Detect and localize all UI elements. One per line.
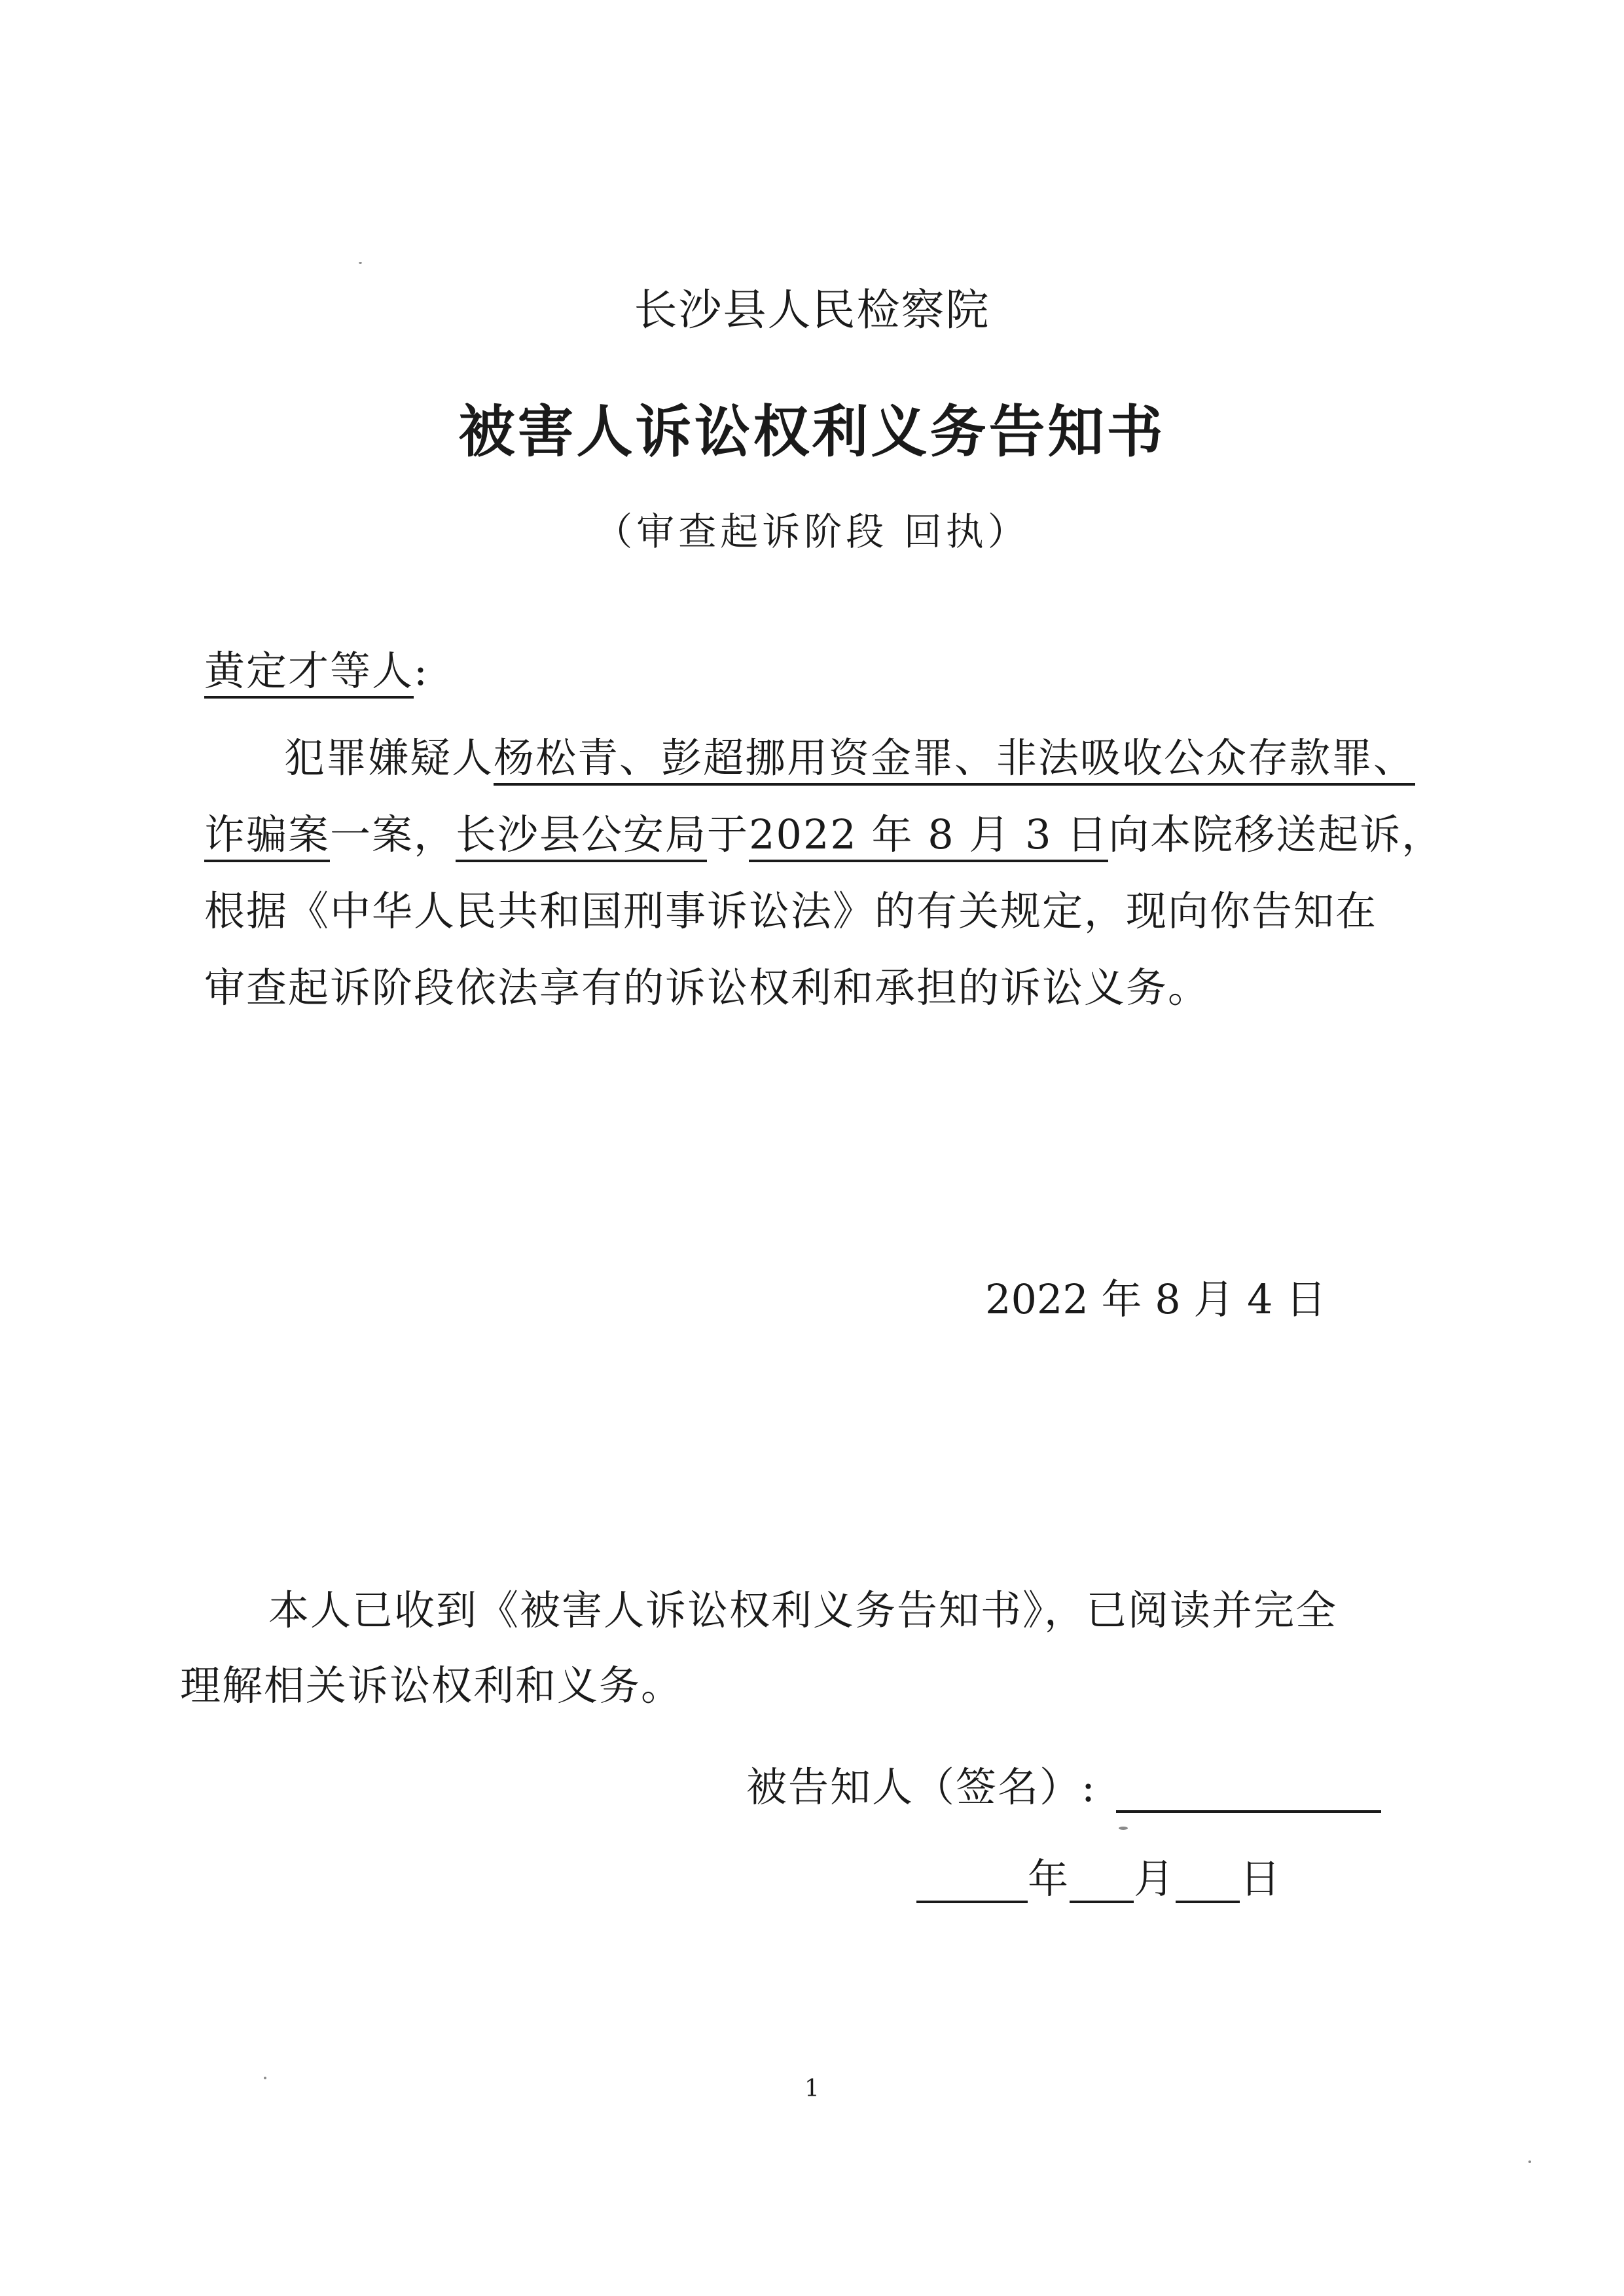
year-label: 年 bbox=[1028, 1855, 1070, 1903]
scan-speck bbox=[1528, 2160, 1531, 2163]
document-title: 被害人诉讼权利义务告知书 bbox=[458, 399, 1166, 465]
case-connector: 一案， bbox=[330, 811, 456, 858]
month-blank[interactable] bbox=[1070, 1901, 1134, 1903]
transferring-agency: 长沙县公安局 bbox=[456, 811, 707, 862]
document-subtitle: （审查起诉阶段 回执） bbox=[594, 509, 1030, 554]
addressee-colon: : bbox=[414, 647, 429, 695]
agency-connector: 于 bbox=[707, 811, 749, 858]
scan-speck bbox=[264, 2077, 266, 2079]
notice-paragraph-line-1 bbox=[284, 725, 1415, 784]
notice-paragraph-line-3: 根据《中华人民共和国刑事诉讼法》的有关规定，现向你告知在 bbox=[204, 887, 1378, 935]
suspects-and-charges: 杨松青、彭超挪用资金罪、非法吸收公众存款罪、 bbox=[494, 734, 1415, 786]
receipt-paragraph-line-2: 理解相关诉讼权利和义务。 bbox=[180, 1662, 683, 1709]
signature-label: 被告知人（签名）: bbox=[746, 1763, 1096, 1811]
transfer-suffix: 向本院移送起诉， bbox=[1108, 811, 1444, 858]
notice-paragraph-line-4: 审查起诉阶段依法享有的诉讼权利和承担的诉讼义务。 bbox=[204, 964, 1210, 1011]
day-blank[interactable] bbox=[1176, 1901, 1240, 1903]
notice-paragraph-line-2 bbox=[204, 802, 1443, 860]
case-type: 诈骗案 bbox=[204, 811, 330, 862]
receipt-paragraph-line-1: 本人已收到《被害人诉讼权利义务告知书》，已阅读并完全 bbox=[268, 1586, 1338, 1634]
year-blank[interactable] bbox=[916, 1901, 1028, 1903]
scan-speck bbox=[359, 262, 362, 264]
day-label: 日 bbox=[1240, 1855, 1282, 1903]
month-label: 月 bbox=[1134, 1855, 1176, 1903]
addressee-line bbox=[204, 638, 429, 697]
scan-speck bbox=[1119, 1827, 1128, 1830]
transfer-date: 2022 年 8 月 3 日 bbox=[749, 811, 1108, 862]
notice-date: 2022 年 8 月 4 日 bbox=[985, 1275, 1327, 1323]
signature-blank[interactable] bbox=[1116, 1810, 1381, 1813]
addressee-name: 黄定才等人 bbox=[204, 647, 414, 699]
sign-date-row bbox=[916, 1846, 1282, 1904]
page-number: 1 bbox=[804, 2075, 820, 2102]
signature-row bbox=[746, 1755, 1381, 1813]
suspect-prefix: 犯罪嫌疑人 bbox=[284, 734, 494, 782]
issuing-organization: 长沙县人民检察院 bbox=[634, 285, 990, 335]
